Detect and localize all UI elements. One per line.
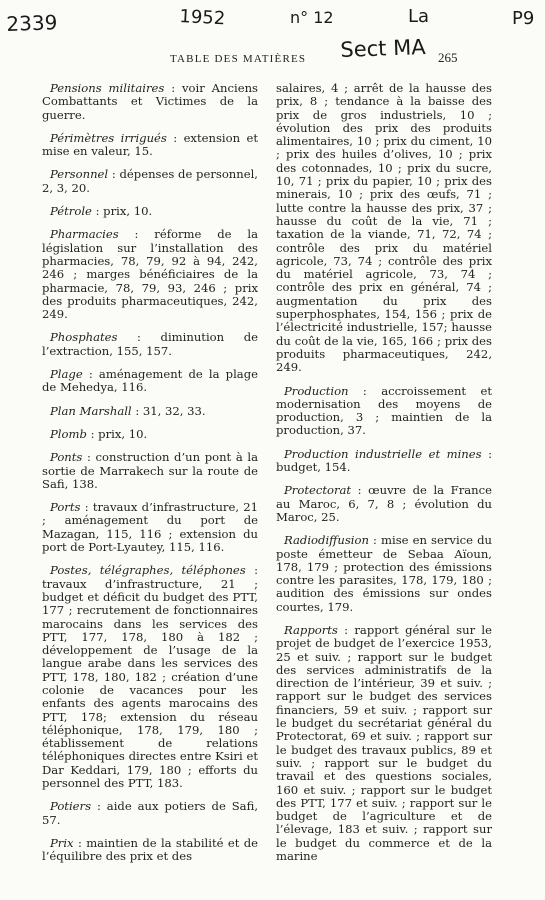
index-entry xyxy=(276,82,492,375)
index-references: : extension et mise en valeur, 15. xyxy=(42,130,258,159)
index-references: : maintien de la stabilité et de l’équilibre des prix et des xyxy=(42,835,258,864)
index-term: Plan Marshall xyxy=(50,403,132,418)
handwritten-issue: n° 12 xyxy=(290,8,334,27)
index-entry xyxy=(42,82,258,122)
index-term: Potiers xyxy=(50,799,92,814)
index-references: : rapport général sur le projet de budget de l’exercice 1953, 25 et suiv. ; rapport sur le budget des services administratifs de la direction de l’intérieur, 39 et suiv. ; rapport sur le budget des services financiers, 59 et suiv. ; rapport sur le budget du secrétariat général du Protectorat, 69 et suiv. ; rapport sur le budget des travaux publics, 89 et suiv. ; rapport sur le budget du travail et des questions sociales, 160 et suiv. ; rapport sur le budget des PTT, 177 et suiv. ; rapport sur le budget de l’agriculture et de l’élevage, 183 et suiv. ; rapport sur le budget du commerce et de la marine xyxy=(276,622,492,864)
index-references: : diminution de l’extraction, 155, 157. xyxy=(42,330,258,358)
index-term: Pétrole xyxy=(50,204,92,219)
index-entry xyxy=(42,451,258,491)
index-term: Phosphates xyxy=(50,330,118,345)
index-term: Ports xyxy=(50,500,81,515)
index-references: : mise en service du poste émetteur de Sebaa Aïoun, 178, 179 ; protection des émissions contre les parasites, 178, 179, 180 ; audition des émissions sur ondes courtes, 179. xyxy=(276,533,492,614)
handwritten-year: 1952 xyxy=(178,6,226,30)
index-term: Pharmacies xyxy=(50,227,119,242)
index-references: : voir Anciens Combattants et Victimes de la guerre. xyxy=(42,81,258,122)
index-column-right xyxy=(276,82,492,873)
index-term: Plage xyxy=(50,367,83,382)
index-term: Périmètres irrigués xyxy=(50,130,167,145)
handwritten-corner: P9 xyxy=(512,8,535,29)
index-references: : œuvre de la France au Maroc, 6, 7, 8 ; évolution du Maroc, 25. xyxy=(276,483,492,524)
index-references: : prix, 10. xyxy=(86,426,148,441)
handwritten-la: La xyxy=(408,6,430,27)
index-references: : 31, 32, 33. xyxy=(131,403,206,418)
index-term: Production xyxy=(284,383,349,398)
index-entry xyxy=(42,428,258,441)
index-entry xyxy=(42,228,258,321)
index-references: : accroissement et modernisation des moyens de production, 3 ; maintien de la production, 37. xyxy=(276,383,492,438)
index-entry xyxy=(276,484,492,524)
index-entry xyxy=(276,534,492,614)
index-references: : construction d’un pont à la sortie de Marrakech sur la route de Safi, 138. xyxy=(42,450,258,491)
index-term: Protectorat xyxy=(284,483,352,498)
index-term: Rapports xyxy=(284,622,338,637)
handwritten-number: 2339 xyxy=(6,10,58,36)
index-references: : travaux d’infrastructure, 21 ; budget et déficit du budget des PTT, 177 ; recrutement de fonctionnaires marocains dans les services des PTT, 177, 178, 180 à 182 ; développement de l’usage de la langue arabe dans les services des PTT, 178, 180, 182 ; création d’une colonie de vacances pour les enfants des agents marocains des PTT, 178; extension du réseau téléphonique, 178, 179, 180 ; établissement de relations téléphoniques directes entre Ksiri et Dar Keddari, 179, 180 ; efforts du personnel des PTT, 183. xyxy=(42,563,259,791)
index-entry xyxy=(42,501,258,554)
index-entry xyxy=(42,800,258,827)
index-references: : prix, 10. xyxy=(91,204,153,219)
index-entry xyxy=(276,624,492,863)
index-entry xyxy=(42,368,258,395)
index-term: Pensions militaires xyxy=(50,81,165,95)
index-references: salaires, 4 ; arrêt de la hausse des prix, 8 ; tendance à la baisse des prix de gros industriels, 10 ; évolution des prix des produits alimentaires, 10 ; prix du ciment, 10 ; prix des huiles d’olives, 10 ; prix des cotonnades, 10 ; prix du sucre, 10, 71 ; prix du papier, 10 ; prix des minerais, 10 ; prix des œufs, 71 ; lutte contre la hausse des prix, 37 ; hausse du coût de la vie, 71 ; taxation de la viande, 71, 72, 74 ; contrôle des prix du matériel agricole, 73, 74 ; contrôle des prix du matériel agricole, 73, 74 ; contrôle des prix en général, 74 ; augmentation du prix des superphosphates, 154, 156 ; prix de l’électricité industrielle, 157; hausse du coût de la vie, 165, 166 ; prix des produits pharmaceutiques, 242, 249. xyxy=(276,81,492,375)
index-references: : aide aux potiers de Safi, 57. xyxy=(42,799,258,827)
index-term: Postes, télégraphes, téléphones xyxy=(50,563,246,578)
index-references: : réforme de la législation sur l’installation des pharmacies, 78, 79, 92 à 94, 242, 246 ; marges bénéficiaires de la pharmacie, 78, 79, 93, 246 ; prix des produits pharmaceutiques, 242, 249. xyxy=(42,227,258,322)
index-term: Personnel xyxy=(50,167,109,182)
index-references: : budget, 154. xyxy=(276,446,493,475)
index-references: : travaux d’infrastructure, 21 ; aménagement du port de Mazagan, 115, 116 ; extension du port de Port-Lyautey, 115, 116. xyxy=(42,500,258,555)
index-entry xyxy=(42,168,258,195)
index-entry xyxy=(42,331,258,358)
index-term: Production industrielle et mines xyxy=(284,446,482,461)
index-entry xyxy=(42,132,258,159)
page-number: 265 xyxy=(438,50,458,65)
index-entry xyxy=(42,564,258,790)
index-entry xyxy=(42,837,258,864)
index-entry xyxy=(42,205,258,218)
index-entry xyxy=(276,385,492,438)
index-term: Prix xyxy=(50,835,74,850)
running-title: TABLE DES MATIÈRES xyxy=(170,53,307,65)
index-term: Ponts xyxy=(50,450,83,465)
index-entry xyxy=(42,405,258,418)
handwritten-section: Sect MA xyxy=(340,35,426,62)
index-references: : aménagement de la plage de Mehedya, 116. xyxy=(42,367,258,395)
index-references: : dépenses de personnel, 2, 3, 20. xyxy=(42,167,258,195)
index-term: Radiodiffusion xyxy=(284,533,369,548)
index-column-left xyxy=(42,82,258,874)
index-term: Plomb xyxy=(50,426,87,441)
index-entry xyxy=(276,448,492,475)
